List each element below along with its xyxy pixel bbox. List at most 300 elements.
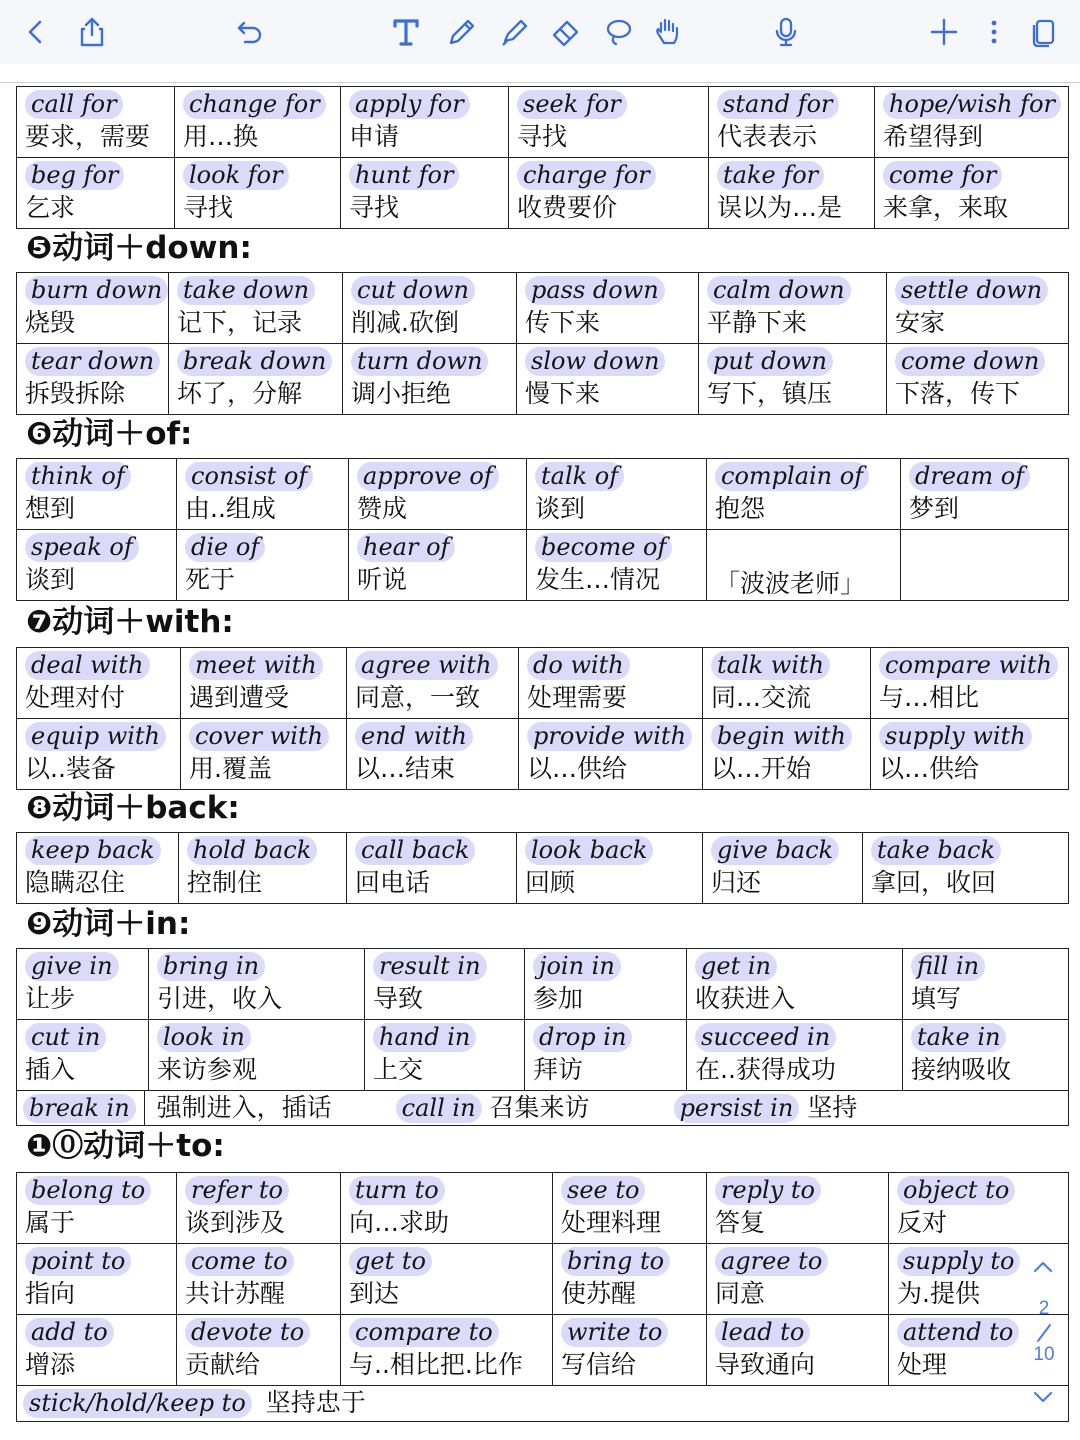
vocab-zh: 寻找	[183, 193, 234, 222]
vocab-cell	[17, 833, 179, 904]
microphone-icon[interactable]	[764, 10, 808, 54]
back-chevron-icon[interactable]	[14, 10, 58, 54]
vocab-en: speak of	[25, 533, 139, 562]
vocab-en: call for	[25, 90, 123, 119]
vocab-zh: 同意	[715, 1279, 766, 1308]
vocab-zh: 向…求助	[349, 1208, 450, 1237]
table-row	[17, 273, 1069, 344]
vocab-cell	[341, 1244, 553, 1315]
vocab-zh: 下落，传下	[895, 379, 1021, 408]
vocab-en: attend to	[897, 1318, 1019, 1347]
vocab-en: give back	[711, 836, 839, 865]
vocab-en: call in	[396, 1094, 482, 1123]
table-of	[16, 458, 1069, 601]
vocab-cell	[175, 87, 341, 158]
vocab-cell	[17, 1315, 177, 1386]
vocab-cell	[709, 87, 875, 158]
vocab-en: settle down	[895, 276, 1048, 305]
vocab-cell	[177, 459, 349, 530]
vocab-cell	[517, 273, 699, 344]
vocab-en: tear down	[25, 347, 160, 376]
vocab-zh: 谈到	[535, 494, 586, 523]
vocab-cell	[341, 158, 509, 229]
vocab-en: get to	[349, 1247, 432, 1276]
vocab-zh: 代表表示	[717, 122, 818, 151]
vocab-cell	[707, 459, 901, 530]
pen-icon[interactable]	[440, 10, 484, 54]
vocab-zh: 处理对付	[25, 683, 126, 712]
vocab-en: get in	[695, 952, 777, 981]
vocab-zh: 调小拒绝	[351, 379, 452, 408]
vocab-cell	[349, 530, 527, 601]
vocab-zh: 来拿，来取	[883, 193, 1009, 222]
vocab-en: stick/hold/keep to	[23, 1389, 252, 1418]
vocab-en: dream of	[909, 462, 1030, 491]
vocab-zh: 同…交流	[711, 683, 812, 712]
vocab-en: talk with	[711, 651, 830, 680]
chevron-down-icon[interactable]	[1030, 1384, 1056, 1410]
toolbar	[0, 0, 1080, 65]
vocab-zh: 写信给	[561, 1350, 637, 1379]
highlighter-icon[interactable]	[492, 10, 536, 54]
vocab-en: write to	[561, 1318, 668, 1347]
table-row	[17, 158, 1069, 229]
vocab-en: charge for	[517, 161, 656, 190]
vocab-en: agree with	[355, 651, 498, 680]
vocab-en: fill in	[911, 952, 985, 981]
share-icon[interactable]	[70, 10, 114, 54]
table-row	[17, 949, 1069, 1020]
vocab-en: do with	[527, 651, 630, 680]
vocab-cell	[553, 1173, 707, 1244]
vocab-en: begin with	[711, 722, 852, 751]
vocab-cell	[707, 1315, 889, 1386]
table-row	[17, 1386, 1069, 1422]
vocab-zh: 属于	[25, 1208, 76, 1237]
table-row	[17, 344, 1069, 415]
vocab-cell	[509, 87, 709, 158]
vocab-cell	[517, 344, 699, 415]
vocab-zh: 用.覆盖	[189, 754, 272, 783]
vocab-zh: 控制住	[187, 868, 263, 897]
vocab-en: compare to	[349, 1318, 499, 1347]
page-top-strip	[0, 64, 1080, 83]
vocab-cell	[519, 648, 703, 719]
page-scroller	[1020, 1250, 1068, 1420]
table-with	[16, 647, 1069, 790]
vocab-zh: 削减.砍倒	[351, 308, 459, 337]
vocab-zh: 答复	[715, 1208, 766, 1237]
vocab-cell	[901, 530, 1069, 601]
table-back	[16, 832, 1069, 904]
vocab-en: cover with	[189, 722, 329, 751]
vocab-en: hunt for	[349, 161, 459, 190]
vocab-zh: 与…相比	[879, 683, 980, 712]
vocab-en: bring to	[561, 1247, 670, 1276]
vocab-cell	[687, 1020, 903, 1091]
vocab-cell	[17, 273, 169, 344]
table-row	[17, 87, 1069, 158]
vocab-en: refer to	[185, 1176, 289, 1205]
vocab-en: look in	[157, 1023, 251, 1052]
vocab-cell	[17, 1020, 149, 1091]
table-row	[17, 1173, 1069, 1244]
more-icon[interactable]	[972, 10, 1016, 54]
section-title-in: ❾动词＋in:	[26, 906, 191, 942]
vocab-en: supply with	[879, 722, 1032, 751]
vocab-cell	[181, 648, 347, 719]
table-for	[16, 86, 1069, 229]
table-row	[17, 648, 1069, 719]
vocab-en: bring in	[157, 952, 265, 981]
vocab-zh: 到达	[349, 1279, 400, 1308]
vocab-en: consist of	[185, 462, 313, 491]
vocab-zh: 误以为…是	[717, 193, 843, 222]
vocab-en: turn down	[351, 347, 488, 376]
section-title-of: ❻动词＋of:	[26, 416, 193, 452]
lasso-icon[interactable]	[596, 10, 640, 54]
vocab-cell	[699, 273, 887, 344]
vocab-cell	[709, 158, 875, 229]
vocab-cell	[169, 273, 343, 344]
vocab-cell	[17, 1173, 177, 1244]
vocab-en: look back	[525, 836, 653, 865]
vocab-en: seek for	[517, 90, 627, 119]
vocab-zh: 收获进入	[695, 984, 796, 1013]
vocab-zh: 谈到涉及	[185, 1208, 286, 1237]
vocab-zh: 在..获得成功	[695, 1055, 836, 1084]
vocab-en: add to	[25, 1318, 114, 1347]
vocab-zh: 写下，镇压	[707, 379, 833, 408]
vocab-cell	[17, 530, 177, 601]
vocab-en: turn to	[349, 1176, 445, 1205]
vocab-cell	[175, 158, 341, 229]
vocab-en: cut in	[25, 1023, 106, 1052]
vocab-zh: 谈到	[25, 565, 76, 594]
vocab-cell	[687, 949, 903, 1020]
vocab-zh: 使苏醒	[561, 1279, 637, 1308]
vocab-zh: 为.提供	[897, 1279, 980, 1308]
vocab-zh: 以…供给	[527, 754, 628, 783]
vocab-cell	[875, 158, 1069, 229]
vocab-zh: 「波波老师」	[715, 569, 866, 598]
vocab-en: come for	[883, 161, 1002, 190]
vocab-cell	[17, 459, 177, 530]
vocab-en: keep back	[25, 836, 161, 865]
to-extra-row	[23, 1386, 1068, 1420]
vocab-zh: 拆毁拆除	[25, 379, 126, 408]
undo-icon[interactable]	[228, 10, 272, 54]
vocab-cell	[703, 648, 871, 719]
in-extra-row	[23, 1091, 1068, 1125]
vocab-zh: 与..相比把.比作	[349, 1350, 523, 1379]
vocab-zh: 记下，记录	[177, 308, 303, 337]
vocab-en: succeed in	[695, 1023, 836, 1052]
table-row	[17, 1091, 1069, 1126]
table-row	[17, 1244, 1069, 1315]
vocab-zh: 填写	[911, 984, 962, 1013]
vocab-en: talk of	[535, 462, 624, 491]
vocab-zh: 申请	[349, 122, 400, 151]
vocab-cell	[707, 530, 901, 601]
vocab-en: give in	[25, 952, 119, 981]
vocab-zh: 乞求	[25, 193, 76, 222]
vocab-zh: 上交	[373, 1055, 424, 1084]
vocab-zh: 抱怨	[715, 494, 766, 523]
vocab-cell	[177, 1315, 341, 1386]
vocab-zh: 贡献给	[185, 1350, 261, 1379]
vocab-en: calm down	[707, 276, 851, 305]
vocab-en: put down	[707, 347, 833, 376]
vocab-zh: 安家	[895, 308, 946, 337]
vocab-zh: 坚持	[807, 1093, 858, 1122]
vocab-zh: 希望得到	[883, 122, 984, 151]
table-in	[16, 948, 1069, 1126]
vocab-zh: 同意，一致	[355, 683, 481, 712]
vocab-en: take for	[717, 161, 824, 190]
vocab-zh: 传下来	[525, 308, 601, 337]
vocab-zh: 收费要价	[517, 193, 618, 222]
vocab-en: apply for	[349, 90, 470, 119]
vocab-en: lead to	[715, 1318, 810, 1347]
vocab-zh: 召集来访	[489, 1093, 590, 1122]
vocab-zh: 来访参观	[157, 1055, 258, 1084]
vocab-cell	[527, 530, 707, 601]
vocab-zh: 导致	[373, 984, 424, 1013]
vocab-cell	[169, 344, 343, 415]
vocab-cell	[887, 344, 1069, 415]
vocab-cell	[347, 648, 519, 719]
vocab-en: think of	[25, 462, 131, 491]
vocab-en: call back	[355, 836, 475, 865]
vocab-en: look for	[183, 161, 289, 190]
vocab-en: reply to	[715, 1176, 821, 1205]
vocab-cell	[553, 1244, 707, 1315]
vocab-cell	[509, 158, 709, 229]
vocab-cell	[901, 459, 1069, 530]
vocab-zh: 寻找	[349, 193, 400, 222]
vocab-zh: 接纳吸收	[911, 1055, 1012, 1084]
table-row	[17, 719, 1069, 790]
vocab-cell	[341, 87, 509, 158]
vocab-cell	[703, 833, 863, 904]
table-row	[17, 459, 1069, 530]
vocab-zh: 以..装备	[25, 754, 116, 783]
table-to	[16, 1172, 1069, 1422]
vocab-zh: 拜访	[533, 1055, 584, 1084]
vocab-cell	[889, 1173, 1069, 1244]
vocab-cell	[181, 719, 347, 790]
vocab-cell	[17, 87, 175, 158]
vocab-cell	[177, 530, 349, 601]
section-title-down: ❺动词＋down:	[26, 230, 252, 266]
vocab-cell	[699, 344, 887, 415]
vocab-cell	[703, 719, 871, 790]
vocab-zh: 导致通向	[715, 1350, 816, 1379]
vocab-cell	[341, 1173, 553, 1244]
vocab-en: compare with	[879, 651, 1058, 680]
vocab-en: drop in	[533, 1023, 632, 1052]
vocab-zh: 用…换	[183, 122, 259, 151]
vocab-en: belong to	[25, 1176, 151, 1205]
vocab-en: hope/wish for	[883, 90, 1061, 119]
vocab-cell	[365, 1020, 525, 1091]
vocab-cell	[341, 1315, 553, 1386]
vocab-zh: 听说	[357, 565, 408, 594]
chevron-up-icon[interactable]	[1030, 1254, 1056, 1280]
vocab-en: hand in	[373, 1023, 476, 1052]
vocab-cell	[17, 344, 169, 415]
hand-icon[interactable]	[646, 10, 690, 54]
vocab-zh: 平静下来	[707, 308, 808, 337]
vocab-cell	[349, 459, 527, 530]
vocab-en: take down	[177, 276, 315, 305]
vocab-en: devote to	[185, 1318, 310, 1347]
vocab-zh: 想到	[25, 494, 76, 523]
vocab-cell	[517, 833, 703, 904]
vocab-en: break in	[23, 1094, 136, 1123]
vocab-zh: 插入	[25, 1055, 76, 1084]
vocab-zh: 梦到	[909, 494, 960, 523]
vocab-zh: 处理	[897, 1350, 948, 1379]
vocab-en: come down	[895, 347, 1045, 376]
vocab-en: change for	[183, 90, 326, 119]
vocab-cell	[17, 158, 175, 229]
vocab-en: join in	[533, 952, 621, 981]
vocab-zh: 反对	[897, 1208, 948, 1237]
vocab-zh: 共计苏醒	[185, 1279, 286, 1308]
vocab-en: beg for	[25, 161, 124, 190]
vocab-zh: 处理需要	[527, 683, 628, 712]
vocab-en: die of	[185, 533, 265, 562]
vocab-cell	[343, 273, 517, 344]
section-title-to: ❶⓪动词＋to:	[26, 1128, 225, 1164]
vocab-en: cut down	[351, 276, 475, 305]
vocab-en: persist in	[674, 1094, 800, 1123]
vocab-zh: 参加	[533, 984, 584, 1013]
section-title-back: ❽动词＋back:	[26, 790, 240, 826]
vocab-cell	[347, 719, 519, 790]
vocab-en: break down	[177, 347, 332, 376]
vocab-cell	[17, 949, 149, 1020]
page-total: 10	[1033, 1344, 1055, 1365]
vocab-cell	[527, 459, 707, 530]
vocab-en: end with	[355, 722, 473, 751]
pages-icon[interactable]	[1022, 10, 1066, 54]
vocab-zh: 以…结束	[355, 754, 456, 783]
vocab-cell	[525, 1020, 687, 1091]
table-row	[17, 1020, 1069, 1091]
table-row	[17, 833, 1069, 904]
vocab-cell	[179, 833, 347, 904]
vocab-cell	[525, 949, 687, 1020]
vocab-zh: 发生…情况	[535, 565, 661, 594]
vocab-en: see to	[561, 1176, 645, 1205]
vocab-en: take in	[911, 1023, 1006, 1052]
vocab-zh: 回电话	[355, 868, 431, 897]
vocab-zh: 指向	[25, 1279, 76, 1308]
vocab-en: hear of	[357, 533, 455, 562]
vocab-cell	[871, 648, 1069, 719]
vocab-cell	[707, 1244, 889, 1315]
vocab-en: provide with	[527, 722, 692, 751]
vocab-zh: 拿回，收回	[871, 868, 997, 897]
vocab-en: supply to	[897, 1247, 1020, 1276]
vocab-zh: 遇到遭受	[189, 683, 290, 712]
vocab-en: result in	[373, 952, 487, 981]
vocab-en: approve of	[357, 462, 499, 491]
vocab-zh: 死于	[185, 565, 236, 594]
vocab-cell	[17, 719, 181, 790]
add-icon[interactable]	[922, 10, 966, 54]
vocab-cell	[17, 1244, 177, 1315]
vocab-en: hold back	[187, 836, 317, 865]
vocab-cell	[863, 833, 1069, 904]
vocab-en: point to	[25, 1247, 131, 1276]
vocab-cell	[519, 719, 703, 790]
vocab-cell	[177, 1173, 341, 1244]
page-separator	[1034, 1322, 1054, 1344]
vocab-zh: 引进，收入	[157, 984, 283, 1013]
vocab-en: meet with	[189, 651, 323, 680]
vocab-cell	[871, 719, 1069, 790]
vocab-en: agree to	[715, 1247, 828, 1276]
vocab-zh: 隐瞒忍住	[25, 868, 126, 897]
vocab-cell	[17, 648, 181, 719]
vocab-zh: 慢下来	[525, 379, 601, 408]
vocab-cell	[177, 1244, 341, 1315]
vocab-zh: 坚持忠于	[265, 1388, 366, 1417]
vocab-en: object to	[897, 1176, 1015, 1205]
vocab-cell	[365, 949, 525, 1020]
vocab-en: complain of	[715, 462, 869, 491]
vocab-zh: 烧毁	[25, 308, 76, 337]
vocab-cell	[149, 949, 365, 1020]
vocab-zh: 让步	[25, 984, 76, 1013]
vocab-cell	[553, 1315, 707, 1386]
vocab-en: take back	[871, 836, 1001, 865]
section-title-with: ❼动词＋with:	[26, 604, 234, 640]
vocab-cell	[149, 1020, 365, 1091]
vocab-zh: 由..组成	[185, 494, 276, 523]
vocab-zh: 以…开始	[711, 754, 812, 783]
vocab-zh: 坏了，分解	[177, 379, 303, 408]
vocab-zh: 回顾	[525, 868, 576, 897]
vocab-zh: 寻找	[517, 122, 568, 151]
vocab-zh: 要求，需要	[25, 122, 151, 151]
vocab-en: equip with	[25, 722, 166, 751]
eraser-icon[interactable]	[544, 10, 588, 54]
vocab-cell	[347, 833, 517, 904]
text-tool-icon[interactable]	[384, 10, 428, 54]
vocab-zh: 以…供给	[879, 754, 980, 783]
vocab-cell	[887, 273, 1069, 344]
vocab-en: become of	[535, 533, 672, 562]
table-row	[17, 530, 1069, 601]
vocab-zh: 赞成	[357, 494, 408, 523]
vocab-cell	[903, 949, 1069, 1020]
vocab-en: deal with	[25, 651, 150, 680]
vocab-cell	[875, 87, 1069, 158]
vocab-zh: 归还	[711, 868, 762, 897]
table-row	[17, 1315, 1069, 1386]
vocab-cell	[707, 1173, 889, 1244]
vocab-cell	[343, 344, 517, 415]
vocab-zh: 处理料理	[561, 1208, 662, 1237]
vocab-zh: 增添	[25, 1350, 76, 1379]
page-current: 2	[1038, 1298, 1050, 1319]
vocab-cell	[903, 1020, 1069, 1091]
